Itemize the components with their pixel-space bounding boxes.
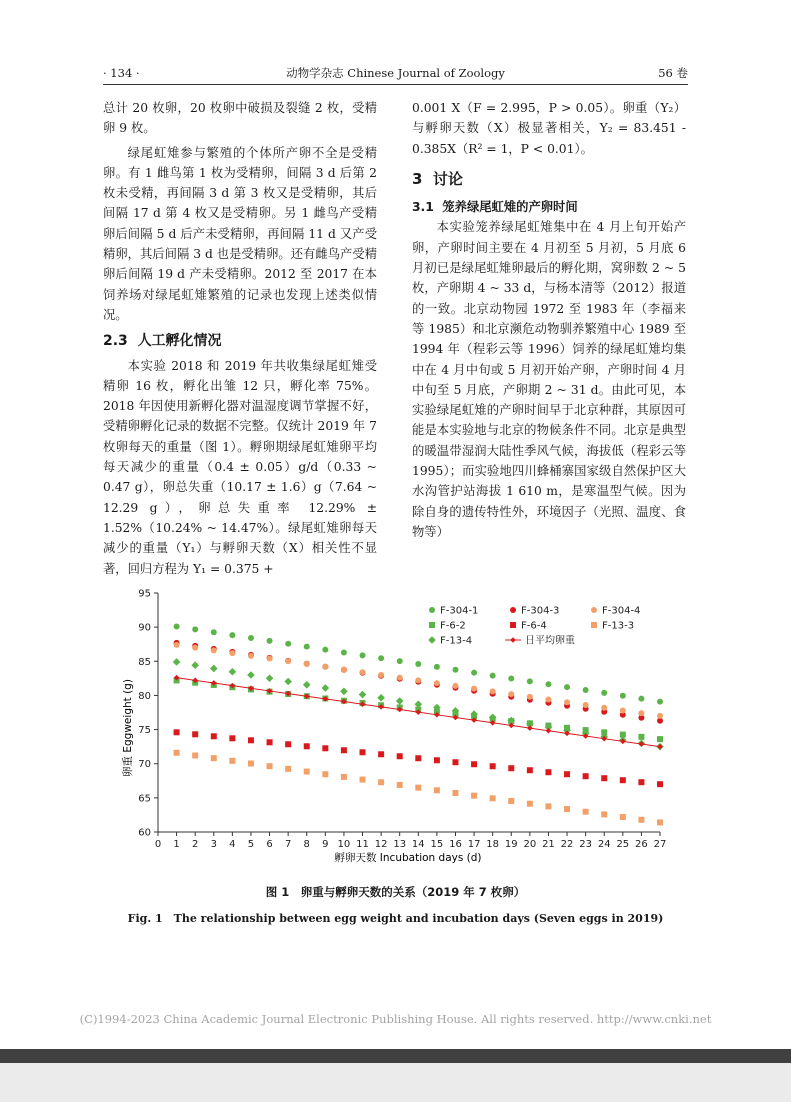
data-point — [229, 735, 235, 741]
x-tick-label: 20 — [523, 839, 537, 850]
data-point — [248, 737, 254, 743]
data-point — [452, 667, 458, 673]
legend-marker — [510, 622, 516, 628]
data-point — [545, 803, 551, 809]
data-point — [490, 673, 496, 679]
data-point — [396, 697, 404, 705]
legend-marker — [510, 607, 516, 613]
data-point — [564, 699, 570, 705]
x-tick-label: 11 — [356, 839, 369, 850]
data-point — [657, 713, 663, 719]
x-tick-label: 3 — [210, 839, 217, 850]
data-point — [397, 658, 403, 664]
legend-label: F-13-4 — [440, 635, 473, 647]
data-point — [638, 710, 644, 716]
data-point — [192, 626, 198, 632]
data-point — [397, 782, 403, 788]
data-point — [322, 664, 328, 670]
data-point — [620, 777, 626, 783]
data-point — [452, 683, 458, 689]
x-tick-label: 4 — [229, 839, 236, 850]
data-point — [248, 635, 254, 641]
data-point — [471, 761, 477, 767]
data-point — [378, 655, 384, 661]
data-point — [174, 642, 180, 648]
x-tick-label: 6 — [266, 839, 273, 850]
y-tick-label: 80 — [138, 690, 151, 702]
data-point — [657, 781, 663, 787]
data-point — [229, 758, 235, 764]
data-point — [248, 761, 254, 767]
y-tick-label: 90 — [138, 622, 151, 634]
data-point — [508, 691, 514, 697]
data-point — [285, 641, 291, 647]
data-point — [583, 773, 589, 779]
legend-marker — [591, 607, 597, 613]
legend-label: 日平均卵重 — [525, 635, 575, 647]
data-point — [583, 809, 589, 815]
x-tick-label: 25 — [616, 839, 630, 850]
data-point — [341, 774, 347, 780]
data-point — [452, 759, 458, 765]
x-tick-label: 13 — [393, 839, 407, 850]
x-tick-label: 18 — [486, 839, 500, 850]
legend-label: F-304-4 — [602, 605, 641, 617]
subsection-heading: 3.1 笼养绿尾虹雉的产卵时间 — [412, 200, 578, 215]
data-point — [211, 629, 217, 635]
data-point — [471, 670, 477, 676]
page-number: · 134 · — [103, 66, 140, 80]
data-point — [583, 702, 589, 708]
x-tick-label: 12 — [374, 839, 388, 850]
legend-label: F-304-1 — [440, 605, 479, 617]
data-point — [304, 661, 310, 667]
data-point — [415, 661, 421, 667]
data-point — [174, 729, 180, 735]
data-point — [657, 744, 663, 750]
data-point — [340, 687, 348, 695]
data-point — [638, 734, 644, 740]
journal-title: 动物学杂志 Chinese Journal of Zoology — [286, 66, 505, 80]
x-tick-label: 5 — [247, 839, 255, 850]
data-point — [174, 750, 180, 756]
data-point — [434, 757, 440, 763]
data-point — [471, 686, 477, 692]
data-point — [527, 801, 533, 807]
y-tick-label: 70 — [138, 759, 151, 771]
legend-marker — [429, 607, 435, 613]
data-point — [322, 745, 328, 751]
data-point — [360, 669, 366, 675]
data-point — [284, 678, 292, 686]
x-tick-label: 23 — [579, 839, 592, 850]
data-point — [192, 731, 198, 737]
x-tick-label: 10 — [337, 839, 351, 850]
data-point — [210, 665, 218, 673]
y-tick-label: 65 — [138, 793, 151, 805]
data-point — [601, 705, 607, 711]
data-point — [211, 647, 217, 653]
legend-label: F-304-3 — [521, 605, 560, 617]
data-point — [360, 652, 366, 658]
y-tick-label: 85 — [138, 656, 151, 668]
x-tick-label: 26 — [635, 839, 648, 850]
data-point — [229, 668, 237, 676]
legend-label: F-13-3 — [602, 620, 635, 632]
data-point — [303, 681, 311, 689]
y-axis-label: 卵重 Eggweight (g) — [122, 679, 134, 777]
x-tick-label: 9 — [322, 839, 329, 850]
data-point — [341, 649, 347, 655]
data-point — [545, 681, 551, 687]
data-point — [359, 691, 367, 699]
data-point — [620, 814, 626, 820]
x-tick-label: 22 — [560, 839, 574, 850]
data-point — [267, 638, 273, 644]
data-point — [638, 817, 644, 823]
data-point — [657, 819, 663, 825]
data-point — [285, 741, 291, 747]
data-point — [192, 752, 198, 758]
x-tick-label: 1 — [173, 839, 180, 850]
data-point — [601, 811, 607, 817]
data-point — [360, 777, 366, 783]
section-heading: 2.3 人工孵化情况 — [103, 333, 222, 350]
data-point — [527, 694, 533, 700]
data-point — [434, 680, 440, 686]
figure-caption-en: Fig. 1 The relationship between egg weight and incubation days (Seven eggs in 2019) — [127, 912, 664, 925]
data-point — [360, 749, 366, 755]
data-point — [471, 793, 477, 799]
data-point — [415, 785, 421, 791]
data-point — [564, 806, 570, 812]
x-tick-label: 19 — [504, 839, 518, 850]
data-point — [247, 671, 255, 679]
data-point — [434, 664, 440, 670]
data-point — [322, 684, 330, 692]
data-point — [620, 693, 626, 699]
data-point — [564, 771, 570, 777]
paragraph: 总计 20 枚卵，20 枚卵中破损及裂缝 2 枚，受精卵 9 枚。 — [103, 101, 377, 136]
data-point — [657, 699, 663, 705]
legend-marker — [429, 622, 435, 628]
header-rule — [103, 84, 688, 85]
legend-label: F-6-2 — [440, 620, 466, 632]
data-point — [285, 766, 291, 772]
data-point — [620, 707, 626, 713]
data-point — [211, 733, 217, 739]
data-point — [415, 677, 421, 683]
data-point — [322, 647, 328, 653]
legend-label: F-6-4 — [521, 620, 547, 632]
data-point — [415, 755, 421, 761]
data-point — [397, 753, 403, 759]
data-point — [564, 684, 570, 690]
legend-marker — [591, 622, 597, 628]
data-point — [191, 661, 199, 669]
data-point — [378, 751, 384, 757]
x-tick-label: 17 — [467, 839, 481, 850]
data-point — [601, 775, 607, 781]
data-point — [490, 688, 496, 694]
data-point — [304, 743, 310, 749]
x-axis-label: 孵卵天数 Incubation days (d) — [334, 852, 482, 864]
data-point — [601, 690, 607, 696]
data-point — [434, 787, 440, 793]
x-tick-label: 7 — [284, 839, 292, 850]
y-tick-label: 95 — [138, 588, 151, 600]
paragraph: 0.001 X（F = 2.995，P > 0.05）。卵重（Y₂）与孵卵天数（X）极显著相关，Y₂ = 83.451 - 0.385X（R² = 1，P < 0.01）。 — [412, 101, 686, 156]
x-tick-label: 2 — [191, 839, 199, 850]
data-point — [527, 767, 533, 773]
data-point — [490, 763, 496, 769]
data-point — [267, 763, 273, 769]
data-point — [229, 650, 235, 656]
volume-label: 56 卷 — [658, 66, 688, 80]
x-tick-label: 14 — [411, 839, 425, 850]
data-point — [322, 771, 328, 777]
paragraph: 本实验笼养绿尾虹雉集中在 4 月上旬开始产卵，产卵时间主要在 4 月初至 5 月初，5 月底 6 月初已是绿尾虹雉卵最后的孵化期，窝卵数 2 ~ 5 枚，产卵期 4 ~ 33 d，与杨本清等（2012）报道的一致。北京动物园 1972 至 1983 年（李福来等 1985）和北京濒危动物驯养繁殖中心 1989 至 1994 年（程彩云等 1996）饲养的绿尾虹雉均集中在 4 月中旬或 5 月初开始产卵，产卵时间 4 月中旬至 5 月底，产卵期 2 ~ 31 d。由此可见，本实验绿尾虹雉的产卵时间早于北京种群，其原因可能是本实验地与北京的物候条件不同。北京是典型的暖温带湿润大陆性季风气候，海拔低（程彩云等 1995）；而实验地四川蜂桶寨国家级自然保护区大水沟管护站海拔 1 610 m，是寒温型气候。因为除自身的遗传特性外，环境因子（光照、温度、食物等） — [412, 220, 686, 539]
viewer-bottom-bar — [0, 1049, 791, 1063]
right-column — [412, 98, 686, 542]
data-point — [377, 694, 385, 702]
data-point — [378, 779, 384, 785]
legend-marker — [428, 636, 436, 644]
data-point — [378, 672, 384, 678]
data-point — [304, 644, 310, 650]
data-point — [267, 739, 273, 745]
x-tick-label: 15 — [430, 839, 444, 850]
x-tick-label: 21 — [542, 839, 555, 850]
data-point — [657, 736, 663, 742]
data-point — [173, 658, 181, 666]
chart-marks — [173, 620, 664, 825]
x-tick-label: 27 — [653, 839, 667, 850]
data-point — [174, 623, 180, 629]
data-point — [638, 696, 644, 702]
viewer-bottom-area — [0, 1063, 791, 1102]
copyright-notice: (C)1994-2023 China Academic Journal Electronic Publishing House. All rights reserved. http://www.cnki.net — [79, 1012, 712, 1026]
data-point — [508, 798, 514, 804]
data-point — [285, 658, 291, 664]
chart-legend — [428, 606, 640, 647]
data-point — [508, 675, 514, 681]
data-point — [545, 697, 551, 703]
left-column — [103, 98, 377, 579]
legend-marker — [510, 637, 516, 643]
y-tick-label: 60 — [138, 827, 151, 839]
x-tick-label: 24 — [597, 839, 611, 850]
data-point — [304, 769, 310, 775]
data-point — [211, 755, 217, 761]
data-point — [452, 790, 458, 796]
section-heading: 3 讨论 — [412, 169, 463, 188]
data-point — [192, 645, 198, 651]
egg-weight-chart — [0, 585, 791, 875]
data-point — [266, 674, 274, 682]
y-tick-label: 75 — [138, 725, 151, 737]
x-tick-label: 0 — [154, 839, 162, 850]
x-tick-label: 8 — [303, 839, 310, 850]
data-point — [527, 678, 533, 684]
data-point — [341, 747, 347, 753]
figure-caption-cn: 图 1 卵重与孵卵天数的关系（2019 年 7 枚卵） — [265, 885, 526, 899]
data-point — [267, 656, 273, 662]
data-point — [583, 687, 589, 693]
data-point — [490, 795, 496, 801]
x-tick-label: 16 — [449, 839, 462, 850]
data-point — [397, 675, 403, 681]
data-point — [545, 769, 551, 775]
paragraph: 本实验 2018 和 2019 年共收集绿尾虹雉受精卵 16 枚，孵化出雏 12 只，孵化率 75%。2018 年因使用新孵化器对温湿度调节掌握不好，受精卵孵化记录的数据不完整。仅统计 2019 年 7 枚卵每天的重量（图 1）。孵卵期绿尾虹雉卵平均每天减少的重量（0.4 ± 0.05）g/d（0.33 ~ 0.47 g），卵总失重（10.17 ± 1.6）g（7.64 ~ 12.29 g），卵总失重率 12.29% ± 1.52%（10.24% ~ 14.47%）。绿尾虹雉卵每天减少的重量（Y₁）与孵卵天数（X）相关性不显著，回归方程为 Y₁ = 0.375 + — [103, 358, 377, 576]
data-point — [341, 666, 347, 672]
data-point — [508, 765, 514, 771]
data-point — [248, 653, 254, 659]
data-point — [638, 779, 644, 785]
data-point — [229, 632, 235, 638]
paragraph: 绿尾虹雉参与繁殖的个体所产卵不全是受精卵。有 1 雌鸟第 1 枚为受精卵，间隔 3 d 后第 2 枚未受精，再间隔 3 d 第 3 枚又是受精卵，其后间隔 17 d 第 4 枚又是受精卵。另 1 雌鸟产受精卵后间隔 5 d 后产未受精卵，再间隔 11 d 又产受精卵，其后间隔 3 d 也是受精卵。还有雌鸟产受精卵后间隔 19 d 产未受精卵。2012 至 2017 在本饲养场对绿尾虹雉繁殖的记录也发现上述类似情况。 — [103, 145, 377, 322]
